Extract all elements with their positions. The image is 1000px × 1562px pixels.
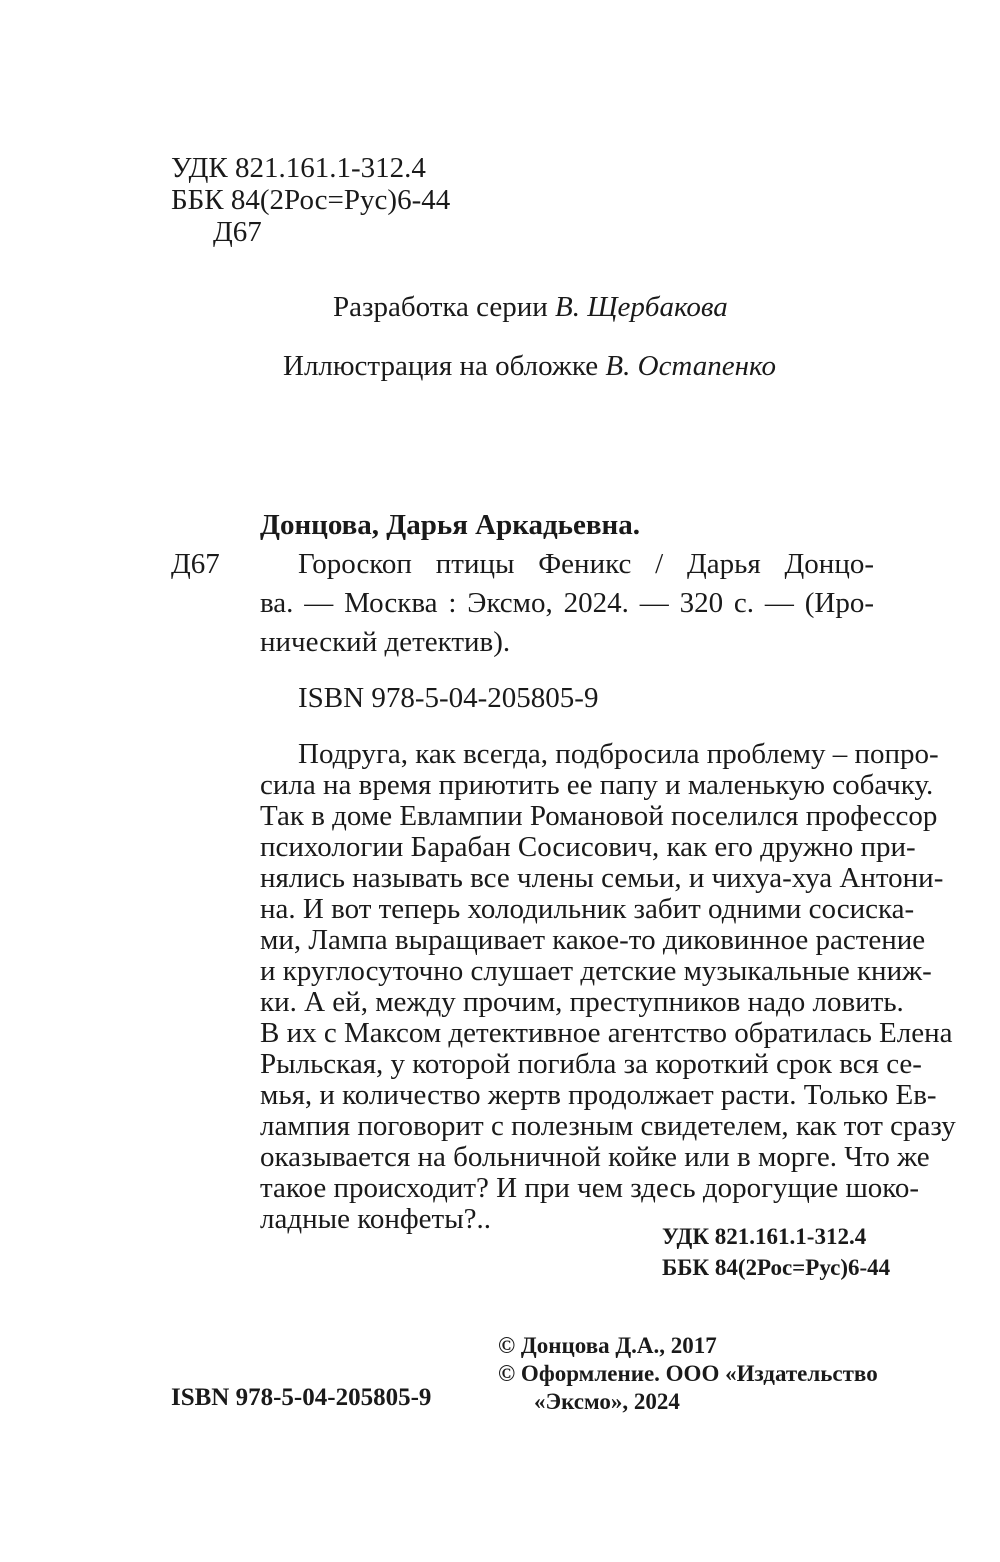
copyright-design: © Оформление. ООО «Издательство: [498, 1361, 878, 1386]
catalog-author: Донцова, Дарья Аркадьевна.: [260, 509, 641, 541]
footer-isbn: ISBN 978-5-04-205805-9: [171, 1384, 432, 1411]
series-credit-label: Разработка серии: [333, 291, 548, 323]
header-bbk: ББК 84(2Рос=Рус)6-44: [171, 184, 451, 216]
annotation-line: Рыльская, у которой погибла за короткий срок вся се-: [260, 1048, 922, 1080]
annotation-line: такое происходит? И при чем здесь дорогущие шоко-: [260, 1172, 920, 1204]
annotation-line: на. И вот теперь холодильник забит одними сосиска-: [260, 893, 915, 925]
annotation-line: ки. А ей, между прочим, преступников надо ловить.: [260, 986, 904, 1018]
annotation-line: лампия поговорит с полезным свидетелем, как тот сразу: [260, 1110, 956, 1142]
annotation-line: ладные конфеты?..: [260, 1203, 492, 1235]
cover-credit: [283, 347, 776, 385]
cover-credit-label: Иллюстрация на обложке: [283, 350, 599, 382]
copyright-author: © Донцова Д.А., 2017: [498, 1333, 717, 1358]
annotation-line: нялись называть все члены семьи, и чихуа-хуа Антони-: [260, 862, 944, 894]
annotation-line: Подруга, как всегда, подбросила проблему – попро-: [298, 738, 939, 770]
catalog-code: Д67: [171, 548, 220, 580]
copyright-design-cont: «Эксмо», 2024: [534, 1389, 680, 1414]
footer-udk: УДК 821.161.1-312.4: [662, 1224, 867, 1249]
annotation-line: оказывается на больничной койке или в морге. Что же: [260, 1141, 930, 1173]
series-credit-name: В. Щербакова: [555, 291, 728, 323]
annotation-line: психологии Барабан Сосисович, как его дружно при-: [260, 831, 916, 863]
annotation-line: ми, Лампа выращивает какое-то диковинное растение: [260, 924, 926, 956]
catalog-isbn: ISBN 978-5-04-205805-9: [298, 682, 599, 714]
annotation-line: мья, и количество жертв продолжает расти. Только Ев-: [260, 1079, 937, 1111]
header-code: Д67: [213, 216, 262, 248]
header-udk: УДК 821.161.1-312.4: [171, 152, 426, 184]
catalog-entry-line: Гороскоп птицы Феникс / Дарья Донцо-: [298, 548, 874, 580]
annotation-line: В их с Максом детективное агентство обратилась Елена: [260, 1017, 953, 1049]
cover-credit-name: В. Остапенко: [605, 350, 776, 382]
catalog-entry-line: ва. — Москва : Эксмо, 2024. — 320 с. — (Иро-: [260, 587, 874, 619]
annotation-line: сила на время приютить ее папу и маленькую собачку.: [260, 769, 934, 801]
footer-bbk: ББК 84(2Рос=Рус)6-44: [662, 1255, 891, 1280]
annotation-line: Так в доме Евлампии Романовой поселился профессор: [260, 800, 938, 832]
annotation-line: и круглосуточно слушает детские музыкальные книж-: [260, 955, 932, 987]
catalog-entry-line: нический детектив).: [260, 626, 511, 658]
series-credit: [333, 288, 728, 326]
